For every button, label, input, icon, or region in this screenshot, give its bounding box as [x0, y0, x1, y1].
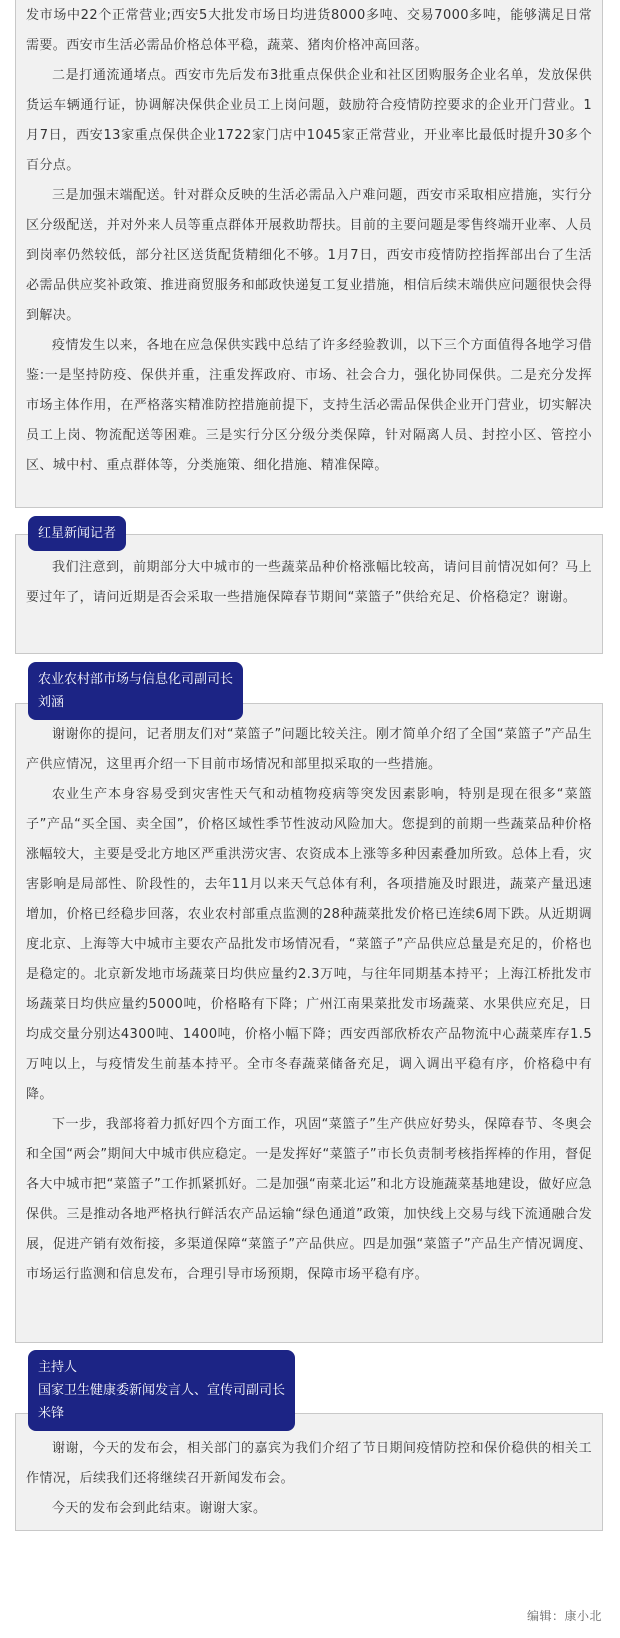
- speaker-title: 农业农村部市场与信息化司副司长: [38, 672, 234, 687]
- paragraph: 我们注意到，前期部分大中城市的一些蔬菜品种价格涨幅比较高，请问目前情况如何？马上要过年了，请问近期是否会采取一些措施保障春节期间“菜篮子”供给充足、价格稳定？谢谢。: [26, 560, 592, 605]
- speaker-name: 红星新闻记者: [38, 526, 117, 541]
- text-box-section-1: [15, 0, 603, 508]
- paragraph: 下一步，我部将着力抓好四个方面工作，巩固“菜篮子”生产供应好势头，保障春节、冬奥会和全国“两会”期间大中城市供应稳定。一是发挥好“菜篮子”市长负责制考核指挥棒的作用，督促各大中城市把“菜篮子”工作抓紧抓好。二是加强“南菜北运”和北方设施蔬菜基地建设，做好应急保供。三是推动各地严格执行鲜活农产品运输“绿色通道”政策，加快线上交易与线下流通融合发展，促进产销有效衔接，多渠道保障“菜篮子”产品供应。四是加强“菜篮子”产品生产情况调度、市场运行监测和信息发布，合理引导市场预期，保障市场平稳有序。: [26, 1117, 592, 1282]
- paragraph: 三是加强末端配送。针对群众反映的生活必需品入户难问题，西安市采取相应措施，实行分区分级配送，并对外来人员等重点群体开展救助帮扶。目前的主要问题是零售终端开业率、人员到岗率仍然较低，部分社区送货配货精细化不够。1月7日，西安市疫情防控指挥部出台了生活必需品供应奖补政策、推进商贸服务和邮政快递复工复业措施，相信后续末端供应问题很快会得到解决。: [26, 188, 592, 323]
- paragraph: 农业生产本身容易受到灾害性天气和动植物疫病等突发因素影响，特别是现在很多“菜篮子”产品“买全国、卖全国”，价格区域性季节性波动风险加大。您提到的前期一些蔬菜品种价格涨幅较大，主要是受北方地区严重洪涝灾害、农资成本上涨等多种因素叠加所致。总体上看，灾害影响是局部性、阶段性的，去年11月以来天气总体有利，各项措施及时跟进，蔬菜产量迅速增加，价格已经稳步回落，农业农村部重点监测的28种蔬菜批发价格已连续6周下跌。从近期调度北京、上海等大中城市主要农产品批发市场情况看，“菜篮子”产品供应总量是充足的，价格也是稳定的。北京新发地市场蔬菜日均供应量约2.3万吨，与往年同期基本持平；上海江桥批发市场蔬菜日均供应量约5000吨，价格略有下降；广州江南果菜批发市场蔬菜、水果供应充足，日均成交量分别达4300吨、1400吨，价格小幅下降；西安西部欣桥农产品物流中心蔬菜库存1.5万吨以上，与疫情发生前基本持平。全市冬春蔬菜储备充足，调入调出平稳有序，价格稳中有降。: [26, 787, 592, 1102]
- paragraph: 谢谢，今天的发布会，相关部门的嘉宾为我们介绍了节日期间疫情防控和保价稳供的相关工作情况，后续我们还将继续召开新闻发布会。: [26, 1441, 592, 1486]
- paragraph: 疫情发生以来，各地在应急保供实践中总结了许多经验教训，以下三个方面值得各地学习借鉴:一是坚持防疫、保供并重，注重发挥政府、市场、社会合力，强化协同保供。二是充分发挥市场主体作用，在严格落实精准防控措施前提下，支持生活必需品保供企业开门营业，切实解决员工上岗、物流配送等困难。三是实行分区分级分类保障，针对隔离人员、封控小区、管控小区、城中村、重点群体等，分类施策、细化措施、精准保障。: [26, 338, 592, 473]
- speaker-label-reporter: [28, 516, 126, 551]
- paragraph: 今天的发布会到此结束。谢谢大家。: [52, 1501, 267, 1516]
- speaker-label-official: [28, 662, 243, 720]
- text-box-official-answer: [15, 703, 603, 1343]
- speaker-name: 米锋: [38, 1406, 65, 1421]
- paragraph: 二是打通流通堵点。西安市先后发布3批重点保供企业和社区团购服务企业名单，发放保供货运车辆通行证，协调解决保供企业员工上岗问题，鼓励符合疫情防控要求的企业开门营业。1月7日，西安13家重点保供企业1722家门店中1045家正常营业，开业率比最低时提升30多个百分点。: [26, 68, 592, 173]
- speaker-title: 国家卫生健康委新闻发言人、宣传司副司长: [38, 1383, 286, 1398]
- speaker-label-host: [28, 1350, 295, 1431]
- paragraph: 谢谢你的提问，记者朋友们对“菜篮子”问题比较关注。刚才简单介绍了全国“菜篮子”产品生产供应情况，这里再介绍一下目前市场情况和部里拟采取的一些措施。: [26, 727, 592, 772]
- speaker-name: 刘涵: [38, 695, 65, 710]
- paragraph: 发市场中22个正常营业;西安5大批发市场日均进货8000多吨、交易7000多吨，能够满足日常需要。西安市生活必需品价格总体平稳，蔬菜、猪肉价格冲高回落。: [26, 8, 592, 53]
- speaker-role: 主持人: [38, 1360, 78, 1375]
- editor-credit: 编辑：康小北: [526, 1609, 602, 1623]
- text-box-reporter-question: [15, 534, 603, 654]
